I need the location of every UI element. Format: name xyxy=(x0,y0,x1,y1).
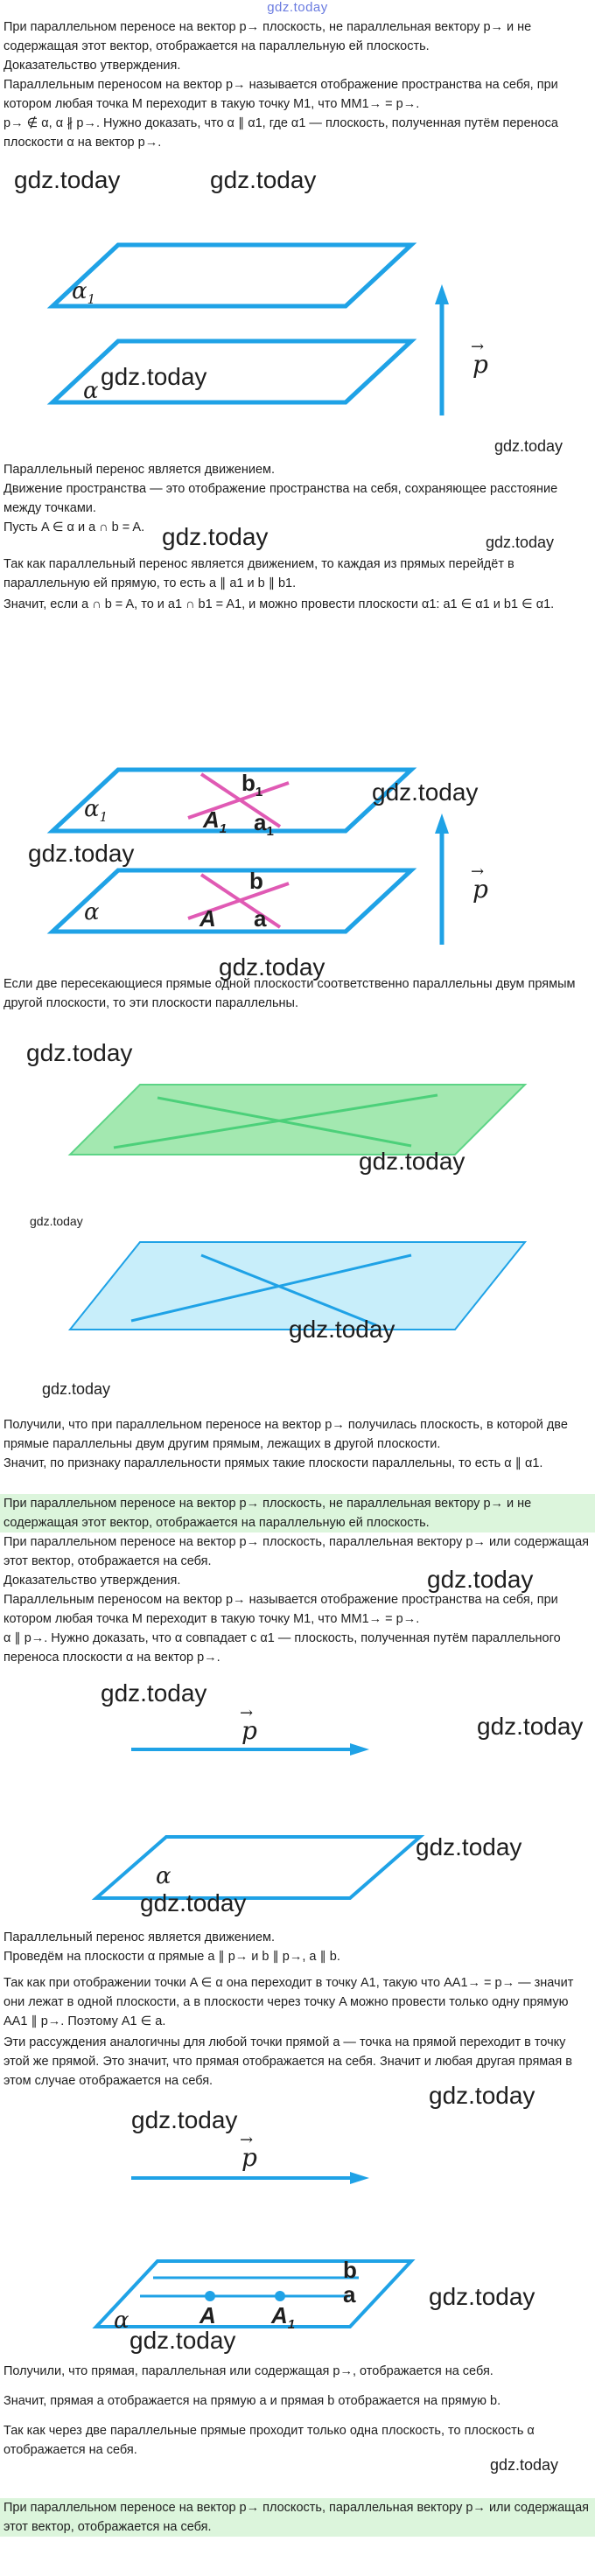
paragraph: Движение пространства — это отображение пространства на себя, сохраняющее расстояние между точками. xyxy=(4,482,558,515)
watermark: gdz.today xyxy=(359,1148,466,1175)
paragraph: При параллельном переносе на вектор p→ плоскость, параллельная вектору p→ или содержащая этот вектор, отображается на себя. xyxy=(4,1535,589,1568)
watermark: gdz.today xyxy=(14,166,121,193)
watermark: gdz.today xyxy=(130,2327,236,2354)
highlighted-paragraph: При параллельном переносе на вектор p→ плоскость, параллельная вектору p→ или содержащая этот вектор, отображается на себя. xyxy=(0,2498,595,2537)
label-alpha: α xyxy=(156,1863,172,1889)
label-vector-p: → p xyxy=(240,2131,257,2172)
watermark: gdz.today xyxy=(490,2456,559,2474)
paragraph: Параллельным переносом на вектор p→ называется отображение пространства на себя, при котором любая точка M переходит в такую точку M1, что MM1→ = p→. xyxy=(4,1593,558,1626)
paragraph: Получили, что при параллельном переносе на вектор p→ получилась плоскость, в которой две прямые параллельны двум другим прямым, лежащих в другой плоскости. xyxy=(4,1418,568,1451)
paragraph: Если две пересекающиеся прямые одной плоскости соответственно параллельны двум прямым другой плоскости, то эти плоскости параллельны. xyxy=(4,977,576,1010)
watermark: gdz.today xyxy=(131,2106,238,2133)
watermark: gdz.today xyxy=(28,840,135,867)
site-header[interactable]: gdz.today xyxy=(267,0,328,15)
label-A1: $A_1$ xyxy=(271,2302,296,2333)
paragraph: Значит, по признаку параллельности прямых такие плоскости параллельны, то есть α ∥ α1. xyxy=(4,1456,543,1470)
watermark: gdz.today xyxy=(427,1566,534,1593)
label-alpha: α xyxy=(84,899,100,925)
paragraph: Так как при отображении точки A ∈ α она переходит в точку A1, такую что AA1→ = p→ — значит они лежат в одной плоскости, а в плоскости через точку A можно провести только одну прямую AA1 ∥ p→. Поэтому A1 ∈ a. xyxy=(4,1976,574,2028)
label-a1: $a_1$ xyxy=(254,809,274,840)
label-alpha1: $\alpha_1$ xyxy=(84,796,108,826)
label-vector-p: → p xyxy=(471,338,488,379)
paragraph: Получили, что прямая, параллельная или содержащая p→, отображается на себя. xyxy=(4,2364,494,2378)
paragraph: Доказательство утверждения. xyxy=(4,59,181,73)
paragraph: Эти рассуждения аналогичны для любой точки прямой a — точка на прямой переходит в точку этой же прямой. Это значит, что прямая отображается на себя. Значит и любая другая прямая в этом случае отображается на себя. xyxy=(4,2035,572,2088)
label-vector-p: → p xyxy=(471,862,488,904)
paragraph: p→ ∉ α, α ∦ p→. Нужно доказать, что α ∥ α1, где α1 — плоскость, полученная путём переноса плоскости α на вектор p→. xyxy=(4,116,558,150)
label-alpha1: $\alpha_1$ xyxy=(72,278,96,308)
watermark: gdz.today xyxy=(486,534,555,551)
watermark: gdz.today xyxy=(101,363,207,390)
label-b1: $b_1$ xyxy=(242,770,263,800)
watermark: gdz.today xyxy=(42,1380,111,1398)
paragraph: Параллельный перенос является движением. xyxy=(4,1930,276,1944)
label-A: A xyxy=(200,2302,216,2328)
paragraph: α ∥ p→. Нужно доказать, что α совпадает с α1 — плоскость, полученная путём параллельного переноса плоскости α на вектор p→. xyxy=(4,1631,561,1665)
watermark: gdz.today xyxy=(429,2082,536,2109)
watermark: gdz.today xyxy=(372,778,479,806)
watermark: gdz.today xyxy=(101,1679,207,1707)
paragraph: Доказательство утверждения. xyxy=(4,1574,181,1588)
label-A: A xyxy=(200,905,216,932)
label-A1: $A_1$ xyxy=(203,806,228,837)
paragraph: Так как через две параллельные прямые проходит только одна плоскость, то плоскость α отображается на себя. xyxy=(4,2424,535,2457)
label-a: a xyxy=(343,2281,356,2307)
watermark: gdz.today xyxy=(494,437,564,455)
label-alpha: α xyxy=(114,2307,130,2334)
paragraph: При параллельном переносе на вектор p→ плоскость, не параллельная вектору p→ и не содержащая этот вектор, отображается на параллельную ей плоскость. xyxy=(4,20,532,53)
watermark: gdz.today xyxy=(416,1833,522,1860)
watermark: gdz.today xyxy=(162,523,269,550)
label-b: b xyxy=(249,868,263,894)
watermark: gdz.today xyxy=(210,166,317,193)
watermark: gdz.today xyxy=(289,1316,396,1343)
label-alpha: α xyxy=(83,378,99,404)
paragraph: Значит, прямая a отображается на прямую a и прямая b отображается на прямую b. xyxy=(4,2394,501,2408)
watermark: gdz.today xyxy=(477,1713,584,1740)
paragraph: Параллельным переносом на вектор p→ называется отображение пространства на себя, при котором любая точка M переходит в такую точку M1, что MM1→ = p→. xyxy=(4,78,558,111)
watermark: gdz.today xyxy=(30,1214,83,1228)
paragraph: Параллельный перенос является движением. xyxy=(4,463,276,477)
label-a: a xyxy=(254,905,267,932)
watermark: gdz.today xyxy=(429,2283,536,2310)
paragraph: Пусть A ∈ α и a ∩ b = A. xyxy=(4,520,145,534)
label-b: b xyxy=(343,2257,357,2283)
paragraph: Так как параллельный перенос является движением, то каждая из прямых перейдёт в параллельную ей прямую, то есть a ∥ a1 и b ∥ b1. xyxy=(4,557,514,590)
watermark: gdz.today xyxy=(219,953,326,981)
paragraph: Значит, если a ∩ b = A, то и a1 ∩ b1 = A1, и можно провести плоскости α1: a1 ∈ α1 и b1 ∈ α1. xyxy=(4,597,555,611)
paragraph: Проведём на плоскости α прямые a ∥ p→ и b ∥ p→, a ∥ b. xyxy=(4,1950,340,1964)
watermark: gdz.today xyxy=(26,1039,133,1066)
label-vector-p: → p xyxy=(240,1704,257,1745)
highlighted-paragraph: При параллельном переносе на вектор p→ плоскость, не параллельная вектору p→ и не содержащая этот вектор, отображается на параллельную ей плоскость. xyxy=(0,1494,595,1532)
watermark: gdz.today xyxy=(140,1889,247,1916)
